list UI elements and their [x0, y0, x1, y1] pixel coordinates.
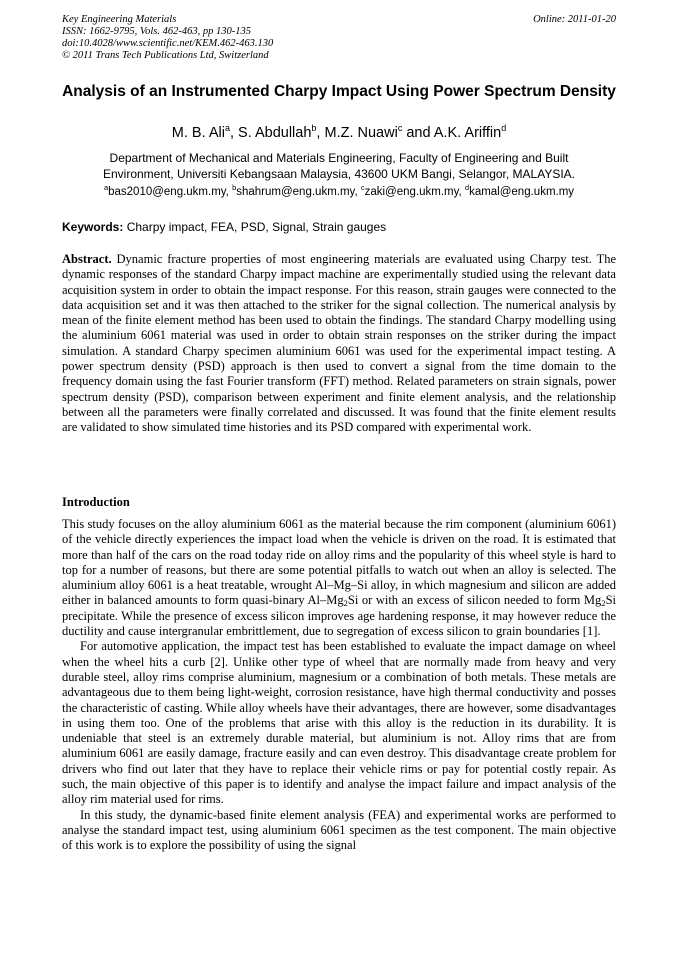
author-affil-mark: d: [501, 123, 507, 133]
paragraph: In this study, the dynamic-based finite element analysis (FEA) and experimental works are performed to analyse the standard impact test, using aluminium 6061 specimen as the test component. The main objective of this work is to explore the possibility of using the signal: [62, 807, 616, 853]
abstract-label: Abstract.: [62, 252, 112, 266]
author-separator: ,: [229, 125, 239, 141]
issn-line: ISSN: 1662-9795, Vols. 462-463, pp 130-135: [62, 26, 251, 37]
paragraph-text: Si precipitate. While the presence of excess silicon improves age hardening response, it may however reduce the ductility and cause intergranular embrittlement, due to segregation of excess silicon to grain boundaries [1].: [62, 593, 616, 639]
subscript: 2: [343, 598, 348, 609]
author-list: [62, 124, 616, 142]
journal-name: Key Engineering Materials: [62, 14, 177, 25]
email-address: bas2010@eng.ukm.my,: [108, 186, 233, 198]
introduction-body: [62, 517, 616, 854]
author-separator: and: [402, 125, 434, 141]
keywords: [62, 220, 616, 235]
author-name: M. B. Ali: [171, 125, 225, 141]
paragraph-text: This study focuses on the alloy aluminium 6061 as the material because the rim component (aluminium 6061) of the vehicle directly experiences the impact load when the vehicle is driven on the road. It is estimated that more than half of the cars on the road today ride on alloy rims and the popularity of this wheel style is hard to top for a number of reasons, but there are some potential pitfalls to watch out when an alloy is selected. The aluminium alloy 6061 is a heat treatable, wrought Al–Mg–Si alloy, in which magnesium and silicon are added either in balanced amounts to form quasi-binary Al–Mg: [62, 517, 616, 608]
affiliation: [62, 150, 616, 182]
keywords-text: Charpy impact, FEA, PSD, Signal, Strain gauges: [123, 220, 387, 234]
author-separator: ,: [316, 125, 325, 141]
affiliation-line: Department of Mechanical and Materials Engineering, Faculty of Engineering and Built: [109, 151, 569, 165]
paragraph: [62, 517, 616, 639]
email-mark: d: [464, 183, 470, 192]
author-affil-mark: a: [224, 123, 230, 133]
paragraph-text: Si or with an excess of silicon needed to form Mg: [347, 593, 602, 608]
email-mark: c: [360, 183, 365, 192]
author-affil-mark: b: [311, 123, 317, 133]
email-mark: b: [232, 183, 237, 192]
email-list: [62, 185, 616, 200]
affiliation-line: Environment, Universiti Kebangsaan Malaysia, 43600 UKM Bangi, Selangor, MALAYSIA.: [102, 167, 576, 181]
email-address: zaki@eng.ukm.my,: [364, 186, 465, 198]
copyright-line: © 2011 Trans Tech Publications Ltd, Switzerland: [62, 50, 269, 61]
page-header: [62, 14, 616, 62]
email-address: shahrum@eng.ukm.my,: [236, 186, 361, 198]
author-name: M.Z. Nuawi: [324, 125, 398, 141]
abstract: [62, 252, 616, 436]
author-affil-mark: c: [397, 123, 403, 133]
online-date: Online: 2011-01-20: [533, 14, 616, 25]
doi-line: doi:10.4028/www.scientific.net/KEM.462-463.130: [62, 38, 274, 49]
abstract-text: Dynamic fracture properties of most engineering materials are evaluated using Charpy test. The dynamic responses of the standard Charpy impact machine are experimentally studied using the relevant data acquisition system in order to obtain the impact response. For this reason, strain gauges were connected to the data acquisition set and it was then attached to the striker for the signal collection. The numerical analysis by mean of the finite element method has been used to obtain the findings. The standard Charpy modelling using the aluminium 6061 material was used in order to obtain strain responses on the striker during the impact simulation. A standard Charpy specimen aluminium 6061 was used for the experimental impact testing. A power spectrum density (PSD) approach is then used to convert a signal from the time domain to the frequency domain using the fast Fourier transform (FFT) method. Related parameters on strain signals, power spectrum density (PSD), comparison between experiment and finite element analysis, and the relationship between all the parameters were finally correlated and discussed. It was found that the finite element results are validated to show simulated time histories and its PSD compared with experimental work.: [62, 252, 616, 435]
keywords-label: Keywords:: [62, 220, 124, 234]
paper-title: Analysis of an Instrumented Charpy Impact Using Power Spectrum Density: [62, 83, 616, 100]
author-name: S. Abdullah: [238, 125, 312, 141]
email-mark: a: [103, 183, 109, 192]
paragraph: For automotive application, the impact test has been established to evaluate the impact damage on wheel when the wheel hits a curb [2]. Unlike other type of wheel that are normally made from heavy and very durable steel, alloy rims comprise aluminium, magnesium or a combination of both metals. These metals are advantageous due to them being light-weight, corrosion resistance, have high thermal conductivity and posses the characteristic of casting. While alloy wheels have their advantages, there are however, some disadvantages in using them too. One of the problems that arise with this alloy is the reduction in its durability. It is undeniable that steel is an extremely durable material, but aluminium is not. Alloy rims that are from aluminium 6061 are easily damage, fracture easily and can even destroy. This disadvantage create problem for drivers who find out later that they have to replace their vehicle rims or pay for potential costly repair. As such, the main objective of this paper is to identify and analyse the impact failure and impact analysis of the alloy rim material used for rims.: [62, 639, 616, 807]
author-name: A.K. Ariffin: [433, 125, 502, 141]
email-address: kamal@eng.ukm.my: [469, 186, 575, 198]
section-heading-introduction: Introduction: [62, 495, 130, 509]
subscript: 2: [601, 598, 606, 609]
